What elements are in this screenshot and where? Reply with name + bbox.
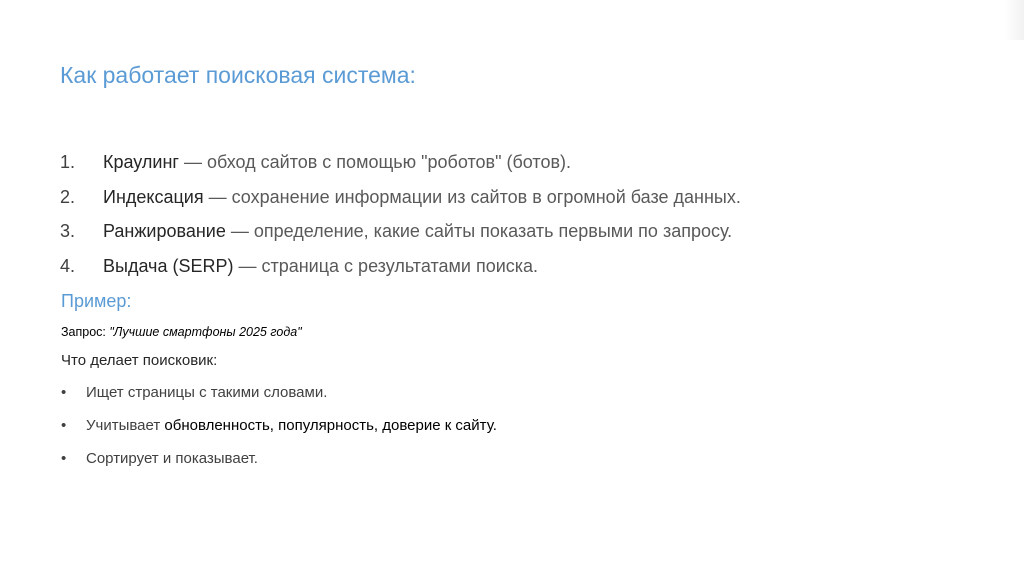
bullet-marker: • xyxy=(61,384,67,401)
list-item xyxy=(61,450,497,483)
list-item xyxy=(61,384,497,417)
step-number: 4. xyxy=(60,255,76,276)
step-description: — сохранение информации из сайтов в огромной базе данных. xyxy=(203,186,741,207)
query-label: Запрос: xyxy=(61,325,110,339)
step-description: — обход сайтов с помощью "роботов" (ботов). xyxy=(178,152,572,172)
bullet-text: Учитывает xyxy=(86,417,165,434)
list-item xyxy=(60,187,741,222)
corner-shadow xyxy=(1004,0,1024,40)
bullet-text: Ищет страницы с такими словами. xyxy=(86,384,328,401)
query-value: "Лучшие смартфоны 2025 года" xyxy=(109,325,302,339)
step-number: 1. xyxy=(60,152,76,172)
step-term: Краулинг xyxy=(103,152,179,172)
bullets-list xyxy=(61,384,497,483)
list-item xyxy=(60,152,741,187)
slide-title: Как работает поисковая система: xyxy=(60,62,416,88)
engine-actions-heading: Что делает поисковик: xyxy=(61,352,218,369)
list-item xyxy=(60,256,741,291)
example-heading: Пример: xyxy=(61,291,132,311)
bullet-emphasis: обновленность, популярность, доверие к сайту. xyxy=(164,417,497,434)
step-description: — страница с результатами поиска. xyxy=(233,255,539,276)
list-item xyxy=(61,417,497,450)
step-number: 3. xyxy=(60,221,76,241)
step-description: — определение, какие сайты показать первыми по запросу. xyxy=(225,221,733,241)
steps-list xyxy=(60,152,741,290)
step-term: Ранжирование xyxy=(103,221,226,241)
step-term: Выдача (SERP) xyxy=(103,255,234,276)
step-number: 2. xyxy=(60,186,76,207)
step-term: Индексация xyxy=(103,186,204,207)
bullet-marker: • xyxy=(61,450,67,467)
query-line xyxy=(61,325,302,339)
list-item xyxy=(60,221,741,256)
bullet-text: Сортирует и показывает. xyxy=(86,450,258,467)
bullet-marker: • xyxy=(61,417,67,434)
